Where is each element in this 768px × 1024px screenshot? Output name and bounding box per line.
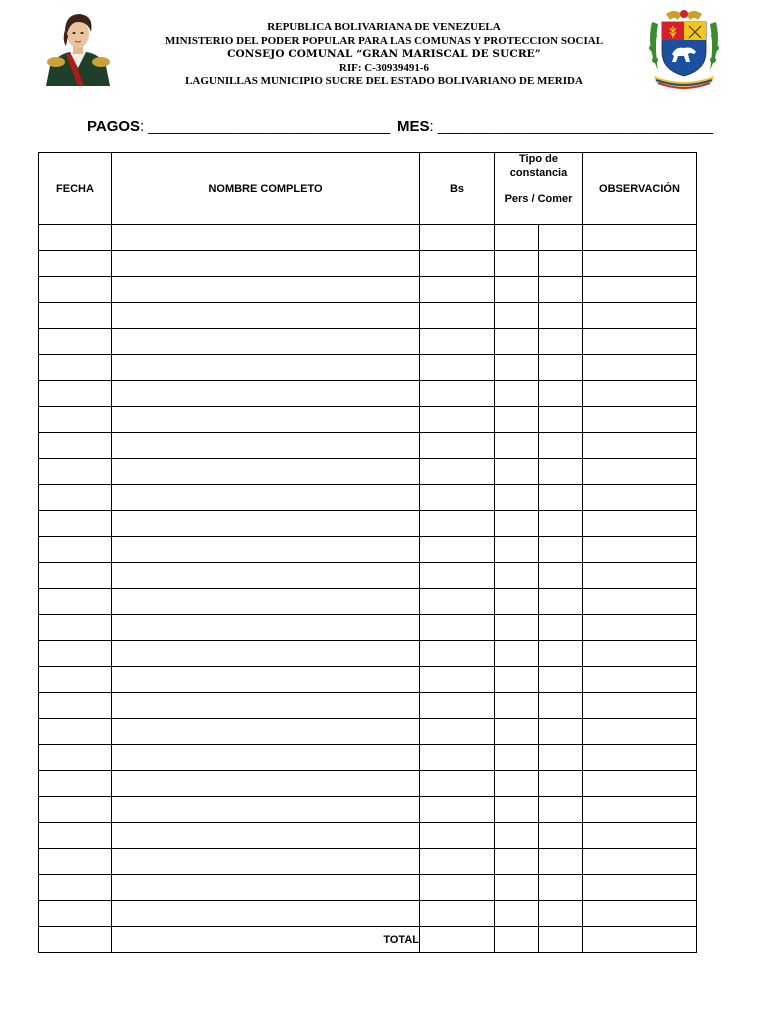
- pers-cell[interactable]: [495, 719, 539, 745]
- comer-cell[interactable]: [539, 251, 583, 277]
- comer-cell[interactable]: [539, 771, 583, 797]
- fecha-cell[interactable]: [39, 797, 112, 823]
- nombre-cell[interactable]: [112, 563, 420, 589]
- bs-cell[interactable]: [420, 771, 495, 797]
- bs-cell[interactable]: [420, 329, 495, 355]
- table-row: [39, 511, 697, 537]
- header-tipo-line3: Pers / Comer: [504, 193, 573, 205]
- table-row: [39, 797, 697, 823]
- fecha-cell[interactable]: [39, 849, 112, 875]
- nombre-cell[interactable]: [112, 537, 420, 563]
- fecha-cell[interactable]: [39, 563, 112, 589]
- pers-cell[interactable]: [495, 511, 539, 537]
- nombre-cell[interactable]: [112, 251, 420, 277]
- nombre-cell[interactable]: [112, 875, 420, 901]
- nombre-cell[interactable]: [112, 433, 420, 459]
- observacion-cell[interactable]: [583, 693, 697, 719]
- pers-cell[interactable]: [495, 329, 539, 355]
- table-row: [39, 849, 697, 875]
- bs-cell[interactable]: [420, 745, 495, 771]
- bs-cell[interactable]: [420, 875, 495, 901]
- fecha-cell[interactable]: [39, 823, 112, 849]
- comer-cell[interactable]: [539, 745, 583, 771]
- pers-cell[interactable]: [495, 433, 539, 459]
- pers-cell[interactable]: [495, 537, 539, 563]
- total-bs-cell[interactable]: [420, 927, 495, 953]
- fecha-cell[interactable]: [39, 667, 112, 693]
- comer-cell[interactable]: [539, 355, 583, 381]
- comer-cell[interactable]: [539, 589, 583, 615]
- nombre-cell[interactable]: [112, 745, 420, 771]
- comer-cell[interactable]: [539, 407, 583, 433]
- table-row: [39, 537, 697, 563]
- table-row: [39, 277, 697, 303]
- observacion-cell[interactable]: [583, 797, 697, 823]
- fecha-cell[interactable]: [39, 355, 112, 381]
- fecha-cell[interactable]: [39, 589, 112, 615]
- observacion-cell[interactable]: [583, 225, 697, 251]
- observacion-cell[interactable]: [583, 771, 697, 797]
- header-observacion: OBSERVACIÓN: [583, 153, 697, 225]
- pers-cell[interactable]: [495, 823, 539, 849]
- fecha-cell[interactable]: [39, 459, 112, 485]
- observacion-cell[interactable]: [583, 615, 697, 641]
- table-row: [39, 771, 697, 797]
- fecha-cell[interactable]: [39, 381, 112, 407]
- comer-cell[interactable]: [539, 797, 583, 823]
- fecha-cell[interactable]: [39, 251, 112, 277]
- comer-cell[interactable]: [539, 485, 583, 511]
- comer-cell[interactable]: [539, 641, 583, 667]
- nombre-cell[interactable]: [112, 329, 420, 355]
- pers-cell[interactable]: [495, 901, 539, 927]
- bs-cell[interactable]: [420, 797, 495, 823]
- pers-cell[interactable]: [495, 381, 539, 407]
- table-body: [39, 225, 697, 953]
- observacion-cell[interactable]: [583, 303, 697, 329]
- mes-blank: : _________________________________: [429, 118, 714, 135]
- document-header: [0, 0, 768, 100]
- nombre-cell[interactable]: [112, 797, 420, 823]
- nombre-cell[interactable]: [112, 459, 420, 485]
- table-row: [39, 745, 697, 771]
- table-header-row: [39, 153, 697, 225]
- pers-cell[interactable]: [495, 277, 539, 303]
- nombre-cell[interactable]: [112, 849, 420, 875]
- pers-cell[interactable]: [495, 615, 539, 641]
- comer-cell[interactable]: [539, 901, 583, 927]
- bs-cell[interactable]: [420, 719, 495, 745]
- bs-cell[interactable]: [420, 511, 495, 537]
- fecha-cell[interactable]: [39, 225, 112, 251]
- pers-cell[interactable]: [495, 563, 539, 589]
- header-text-block: [120, 21, 648, 89]
- nombre-cell[interactable]: [112, 355, 420, 381]
- table-row: [39, 329, 697, 355]
- comer-cell[interactable]: [539, 667, 583, 693]
- observacion-cell[interactable]: [583, 667, 697, 693]
- bs-cell[interactable]: [420, 901, 495, 927]
- pers-cell[interactable]: [495, 225, 539, 251]
- table-row: [39, 641, 697, 667]
- total-comer-cell[interactable]: [539, 927, 583, 953]
- table-row: [39, 381, 697, 407]
- fecha-cell[interactable]: [39, 745, 112, 771]
- pers-cell[interactable]: [495, 771, 539, 797]
- comer-cell[interactable]: [539, 329, 583, 355]
- bs-cell[interactable]: [420, 381, 495, 407]
- header-tipo-line2: constancia: [509, 166, 568, 179]
- bs-cell[interactable]: [420, 849, 495, 875]
- pers-cell[interactable]: [495, 693, 539, 719]
- bs-cell[interactable]: [420, 407, 495, 433]
- nombre-cell[interactable]: [112, 485, 420, 511]
- table-row: [39, 485, 697, 511]
- pers-cell[interactable]: [495, 875, 539, 901]
- bs-cell[interactable]: [420, 615, 495, 641]
- total-fecha-cell: [39, 927, 112, 953]
- portrait-image: [44, 8, 112, 86]
- bs-cell[interactable]: [420, 459, 495, 485]
- bs-cell[interactable]: [420, 667, 495, 693]
- observacion-cell[interactable]: [583, 719, 697, 745]
- observacion-cell[interactable]: [583, 875, 697, 901]
- observacion-cell[interactable]: [583, 563, 697, 589]
- pers-cell[interactable]: [495, 485, 539, 511]
- nombre-cell[interactable]: [112, 771, 420, 797]
- bs-cell[interactable]: [420, 251, 495, 277]
- table-row: [39, 563, 697, 589]
- comer-cell[interactable]: [539, 381, 583, 407]
- table-row: [39, 251, 697, 277]
- pers-cell[interactable]: [495, 797, 539, 823]
- table-row: [39, 225, 697, 251]
- fecha-cell[interactable]: [39, 329, 112, 355]
- nombre-cell[interactable]: [112, 381, 420, 407]
- table-row: [39, 901, 697, 927]
- pers-cell[interactable]: [495, 303, 539, 329]
- bs-cell[interactable]: [420, 537, 495, 563]
- pers-cell[interactable]: [495, 251, 539, 277]
- bs-cell[interactable]: [420, 485, 495, 511]
- comer-cell[interactable]: [539, 719, 583, 745]
- table-row: [39, 693, 697, 719]
- observacion-cell[interactable]: [583, 407, 697, 433]
- table-row: [39, 589, 697, 615]
- comer-cell[interactable]: [539, 563, 583, 589]
- pers-cell[interactable]: [495, 459, 539, 485]
- nombre-cell[interactable]: [112, 225, 420, 251]
- observacion-cell[interactable]: [583, 641, 697, 667]
- nombre-cell[interactable]: [112, 303, 420, 329]
- bs-cell[interactable]: [420, 563, 495, 589]
- mes-field: [397, 118, 713, 135]
- table-row: [39, 355, 697, 381]
- nombre-cell[interactable]: [112, 901, 420, 927]
- header-line-ministry: MINISTERIO DEL PODER POPULAR PARA LAS COMUNAS Y PROTECCION SOCIAL: [164, 34, 604, 47]
- comer-cell[interactable]: [539, 823, 583, 849]
- comer-cell[interactable]: [539, 875, 583, 901]
- comer-cell[interactable]: [539, 615, 583, 641]
- header-tipo-constancia: [495, 153, 583, 225]
- observacion-cell[interactable]: [583, 511, 697, 537]
- fecha-cell[interactable]: [39, 641, 112, 667]
- observacion-cell[interactable]: [583, 589, 697, 615]
- header-line-council: CONSEJO COMUNAL “GRAN MARISCAL DE SUCRE”: [227, 48, 541, 61]
- comer-cell[interactable]: [539, 693, 583, 719]
- fecha-cell[interactable]: [39, 719, 112, 745]
- bs-cell[interactable]: [420, 589, 495, 615]
- comer-cell[interactable]: [539, 849, 583, 875]
- observacion-cell[interactable]: [583, 849, 697, 875]
- header-line-location: LAGUNILLAS MUNICIPIO SUCRE DEL ESTADO BOLIVARIANO DE MERIDA: [185, 75, 583, 88]
- fecha-cell[interactable]: [39, 485, 112, 511]
- nombre-cell[interactable]: [112, 407, 420, 433]
- payments-table: [38, 152, 697, 953]
- nombre-cell[interactable]: [112, 589, 420, 615]
- observacion-cell[interactable]: [583, 901, 697, 927]
- bs-cell[interactable]: [420, 303, 495, 329]
- pers-cell[interactable]: [495, 667, 539, 693]
- nombre-cell[interactable]: [112, 823, 420, 849]
- mes-label: MES: [397, 118, 430, 135]
- pers-cell[interactable]: [495, 641, 539, 667]
- table-row: [39, 823, 697, 849]
- nombre-cell[interactable]: [112, 719, 420, 745]
- header-fecha: FECHA: [39, 153, 112, 225]
- header-bs: Bs: [420, 153, 495, 225]
- bs-cell[interactable]: [420, 693, 495, 719]
- bs-cell[interactable]: [420, 355, 495, 381]
- comer-cell[interactable]: [539, 225, 583, 251]
- header-line-republic: REPUBLICA BOLIVARIANA DE VENEZUELA: [267, 21, 501, 33]
- bs-cell[interactable]: [420, 225, 495, 251]
- nombre-cell[interactable]: [112, 511, 420, 537]
- fecha-cell[interactable]: [39, 277, 112, 303]
- observacion-cell[interactable]: [583, 459, 697, 485]
- bs-cell[interactable]: [420, 277, 495, 303]
- comer-cell[interactable]: [539, 459, 583, 485]
- table-row: [39, 303, 697, 329]
- observacion-cell[interactable]: [583, 745, 697, 771]
- pagos-label: PAGOS: [87, 118, 141, 135]
- table-row: [39, 459, 697, 485]
- nombre-cell[interactable]: [112, 667, 420, 693]
- fecha-cell[interactable]: [39, 433, 112, 459]
- table-row: [39, 433, 697, 459]
- nombre-cell[interactable]: [112, 641, 420, 667]
- total-pers-cell[interactable]: [495, 927, 539, 953]
- comer-cell[interactable]: [539, 303, 583, 329]
- total-row: [39, 927, 697, 953]
- bs-cell[interactable]: [420, 433, 495, 459]
- observacion-cell[interactable]: [583, 433, 697, 459]
- pers-cell[interactable]: [495, 407, 539, 433]
- bs-cell[interactable]: [420, 641, 495, 667]
- fecha-cell[interactable]: [39, 537, 112, 563]
- header-tipo-line1: Tipo de: [519, 153, 558, 165]
- fecha-cell[interactable]: [39, 771, 112, 797]
- nombre-cell[interactable]: [112, 277, 420, 303]
- table-row: [39, 719, 697, 745]
- fecha-cell[interactable]: [39, 901, 112, 927]
- coat-of-arms-image: [644, 6, 724, 90]
- comer-cell[interactable]: [539, 537, 583, 563]
- table-row: [39, 407, 697, 433]
- pagos-field: [87, 118, 390, 135]
- fecha-cell[interactable]: [39, 875, 112, 901]
- observacion-cell[interactable]: [583, 381, 697, 407]
- observacion-cell[interactable]: [583, 537, 697, 563]
- bs-cell[interactable]: [420, 823, 495, 849]
- pagos-blank: : _____________________________: [140, 118, 391, 135]
- fecha-cell[interactable]: [39, 407, 112, 433]
- header-line-rif: RIF: C-30939491-6: [338, 61, 430, 74]
- fecha-cell[interactable]: [39, 303, 112, 329]
- pers-cell[interactable]: [495, 745, 539, 771]
- table-row: [39, 615, 697, 641]
- pers-cell[interactable]: [495, 589, 539, 615]
- observacion-cell[interactable]: [583, 485, 697, 511]
- observacion-cell[interactable]: [583, 251, 697, 277]
- comer-cell[interactable]: [539, 511, 583, 537]
- observacion-cell[interactable]: [583, 823, 697, 849]
- header-nombre-completo: NOMBRE COMPLETO: [112, 153, 420, 225]
- fecha-cell[interactable]: [39, 511, 112, 537]
- fecha-cell[interactable]: [39, 693, 112, 719]
- pers-cell[interactable]: [495, 355, 539, 381]
- pers-cell[interactable]: [495, 849, 539, 875]
- nombre-cell[interactable]: [112, 693, 420, 719]
- comer-cell[interactable]: [539, 277, 583, 303]
- table-row: [39, 875, 697, 901]
- nombre-cell[interactable]: [112, 615, 420, 641]
- observacion-cell[interactable]: [583, 355, 697, 381]
- fecha-cell[interactable]: [39, 615, 112, 641]
- observacion-cell[interactable]: [583, 277, 697, 303]
- observacion-cell[interactable]: [583, 329, 697, 355]
- comer-cell[interactable]: [539, 433, 583, 459]
- total-label: TOTAL: [112, 927, 420, 953]
- table-row: [39, 667, 697, 693]
- total-observacion-cell[interactable]: [583, 927, 697, 953]
